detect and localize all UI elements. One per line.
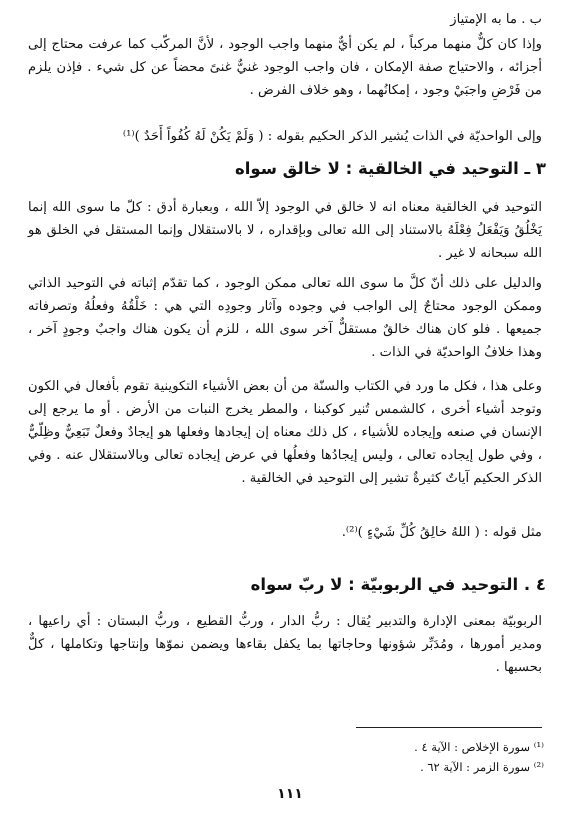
- paragraph-composite-argument: وإذا كان كلٌّ منهما مركباً ، لم يكن أيٌّ منهما واجب الوجود ، لأنَّ المركّب كما عرفت محتاج إلى أجزائه ، والاحتياج صفة الإمكان ، فان واجب الوجود غنيٌّ غنىً محضاً عن كل شيء . فإذن يلزم من فَرْضِ واجبَيْ وجود ، إمكانُهما ، وهو خلاف الفرض .: [28, 37, 542, 98]
- paragraph-quran-oneness: وإلى الواحديّة في الذات يُشير الذكر الحكيم بقوله : ( وَلَمْ يَكُنْ لَهُ كُفُواً أَحَدٌ )⁽¹⁾: [122, 129, 542, 144]
- paragraph-lordship-meaning: الربوبيّة بمعنى الإدارة والتدبير يُقال : ربُّ الدار ، وربُّ القطيع ، وربُّ البستان : أي راعيها ، ومدير أمورها ، ومُدَبِّر شؤونها وحاجاتها بما يكفل بقاءها ويضمن نموّها وإنتاجها وتكاملها ، كلٌّ بحسبها .: [28, 614, 542, 675]
- paragraph-quran-creator: مثل قوله : ( اللهُ خالِقُ كُلِّ شَيْءٍ )⁽²⁾.: [341, 525, 542, 540]
- paragraph-creatorship-meaning: التوحيد في الخالقية معناه انه لا خالق في الوجود إلاّ الله ، وبعبارة أدق : كلّ ما سوى الله إنما يَخْلُقُ وَيَفْعَلُ فِعْلَهُ بالاستناد إلى الله تعالى وبإقداره ، لا بالاستقلال وإنما المستقل في الخلق هو الله سبحانه لا غير .: [28, 200, 542, 261]
- footnote-2: ⁽²⁾ سورة الزمر : الآية ٦٢ .: [420, 760, 544, 774]
- footnote-1: ⁽¹⁾ سورة الإخلاص : الآية ٤ .: [414, 740, 544, 754]
- section-heading-lordship: ٤ . التوحيد في الربوبيّة : لا ربّ سواه: [250, 575, 546, 594]
- footnote-divider: [356, 727, 542, 728]
- paragraph-creatorship-proof: والدليل على ذلك أنّ كلَّ ما سوى الله تعالى ممكن الوجود ، كما تقدّم إثباته في التوحيد الذاتي وممكن الوجود محتاجٌ إلى الواجب في وجوده وآثار وجودِه التي هي : خَلْقُهُ وفعلُهُ وتصرفاته جميعها . فلو كان هناك خالقٌ مستقلٌّ آخر سوى الله ، للزم أن يكون هناك واجبٌ وجودٍ آخر ، وهذا خلافُ الواحديّة في الذات .: [28, 276, 542, 360]
- paragraph-secondary-causes: وعلى هذا ، فكل ما ورد في الكتاب والسنّة من أن بعض الأشياء التكوينية تقوم بأفعال في الكون وتوجد أشياء أخرى ، كالشمس تُنير كوكبنا ، والمطر يخرج النبات من الأرض . أو ما يرجع إلى الإنسان في صنعه وإيجاده للأشياء ، كل ذلك معناه إن إيجادها وفعلها هو إيجادٌ وفعلٌ تَبَعِيٌّ وظِلّيٌّ ، وفي طول إيجاده تعالى ، وليس إيجادُها وفعلُها في عرض إيجاده تعالى وبالاستقلال عنه . وفي الذكر الحكيم آياتٌ كثيرةٌ تشير إلى التوحيد في الخالقية .: [28, 379, 542, 486]
- page-number: ١١١: [277, 786, 303, 802]
- paragraph-distinction: ب . ما به الإمتياز: [450, 12, 542, 27]
- section-heading-creatorship: ٣ ـ التوحيد في الخالقية : لا خالق سواه: [234, 159, 546, 178]
